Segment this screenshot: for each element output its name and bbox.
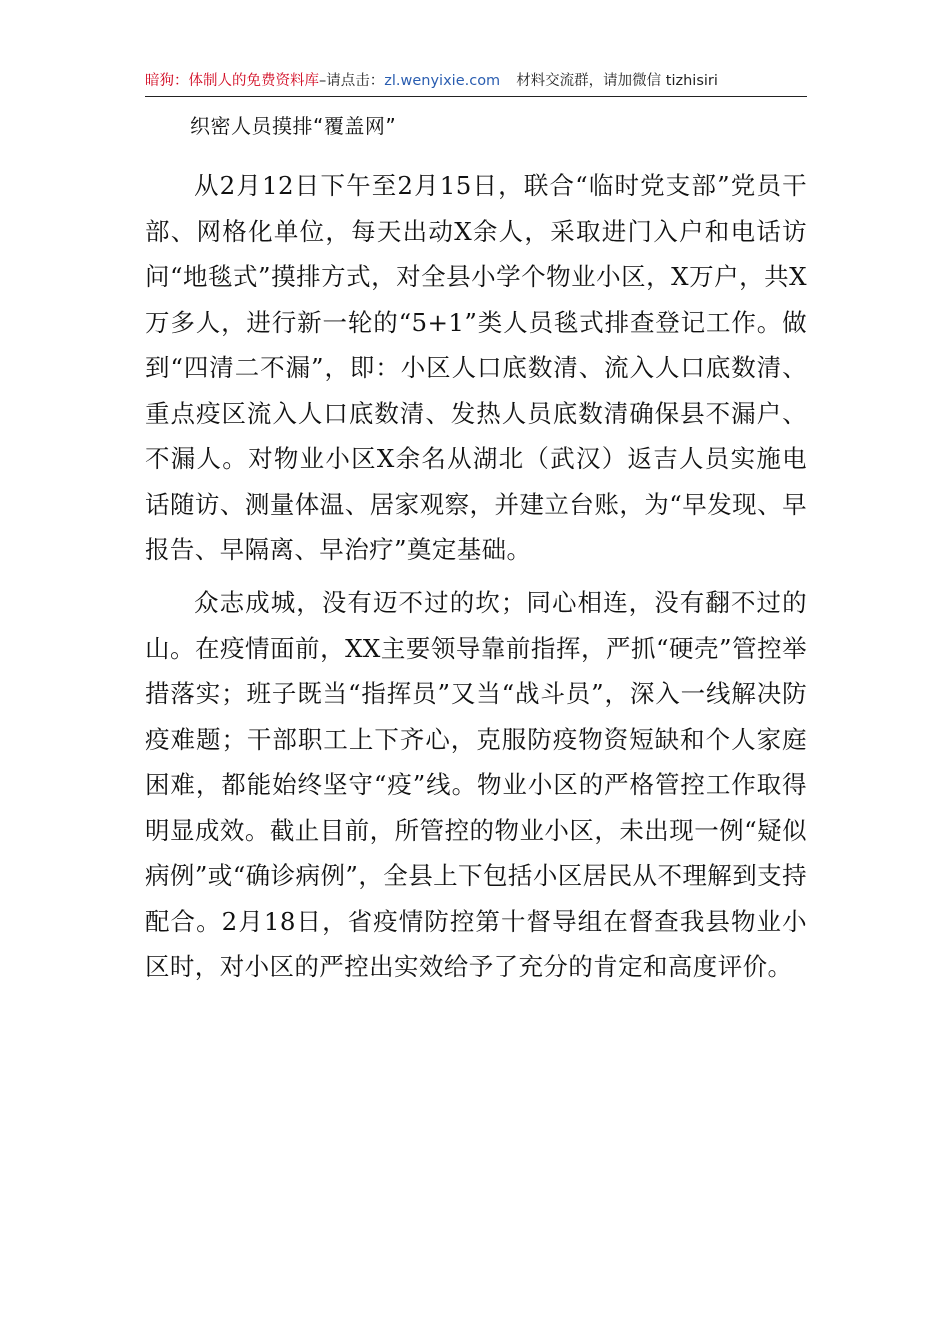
paragraph-2: 众志成城，没有迈不过的坎；同心相连，没有翻不过的山。在疫情面前，XX主要领导靠前指挥，严抓“硬壳”管控举措落实；班子既当“指挥员”又当“战斗员”，深入一线解决防疫难题；干部职工上下齐心，克服防疫物资短缺和个人家庭困难，都能始终坚守“疫”线。物业小区的严格管控工作取得明显成效。截止目前，所管控的物业小区，未出现一例“疑似病例”或“确诊病例”，全县上下包括小区居民从不理解到支持配合。2月18日，省疫情防控第十督导组在督查我县物业小区时，对小区的严控出实效给予了充分的肯定和高度评价。 [145, 588, 807, 981]
header-group-info: 材料交流群，请加微信 tizhisiri [516, 73, 718, 89]
paragraph-1: 从2月12日下午至2月15日，联合“临时党支部”党员干部、网格化单位，每天出动X余人，采取进门入户和电话访问“地毯式”摸排方式，对全县小学个物业小区，X万户，共X万多人，进行新一轮的“5+1”类人员毯式排查登记工作。做到“四清二不漏”，即：小区人口底数清、流入人口底数清、重点疫区流入人口底数清、发热人员底数清确保县不漏户、不漏人。对物业小区X余名从湖北（武汉）返吉人员实施电话随访、测量体温、居家观察，并建立台账，为“早发现、早报告、早隔离、早治疗”奠定基础。 [145, 171, 807, 564]
header-click-label: –请点击： [319, 73, 385, 89]
page-header [145, 70, 807, 97]
document-title: 织密人员摸排“覆盖网” [190, 114, 397, 138]
header-brand: 暗狗：体制人的免费资料库 [145, 73, 319, 89]
header-url-link[interactable]: zl.wenyixie.com [384, 73, 501, 89]
